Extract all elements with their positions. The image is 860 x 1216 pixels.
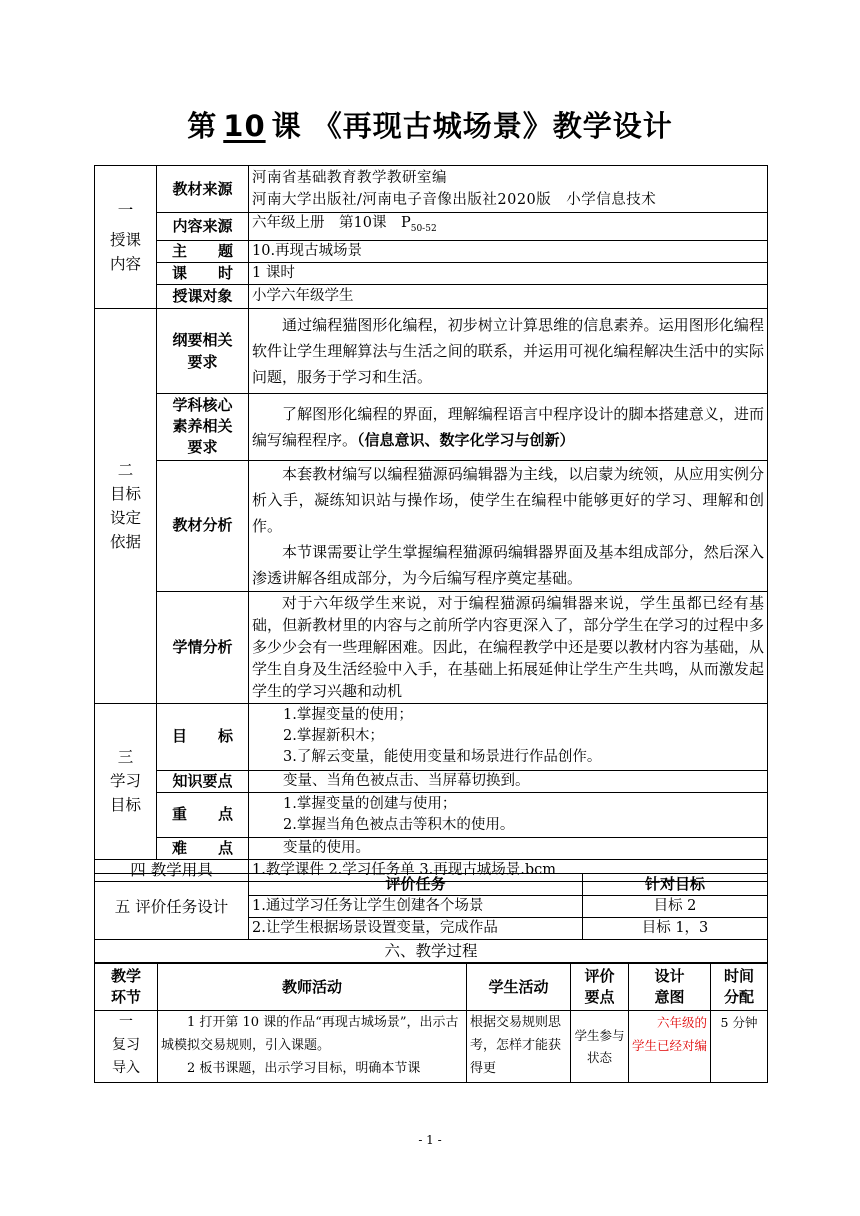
design-intent: 六年级的学生已经对编 [629, 1011, 711, 1083]
header-intent: 设计 意图 [629, 964, 711, 1011]
section2-label: 二 目标 设定 依据 [95, 308, 157, 703]
period-value: 1 课时 [249, 262, 768, 284]
header-teacher: 教师活动 [158, 964, 467, 1011]
topic-key: 主 题 [157, 240, 249, 262]
section3-label: 三 学习 目标 [95, 703, 157, 859]
evaluation-target-2: 目标 1，3 [583, 918, 768, 940]
evaluation-label: 五 评价任务设计 [95, 874, 249, 940]
header-time: 时间 分配 [711, 964, 768, 1011]
evaluation-target-1: 目标 2 [583, 896, 768, 918]
key-points-key: 重 点 [157, 792, 249, 837]
audience-key: 授课对象 [157, 284, 249, 308]
student-activity: 根据交易规则思考，怎样才能获得更 [467, 1011, 571, 1083]
topic-value: 10.再现古城场景 [249, 240, 768, 262]
evaluation-task-1: 1.通过学习任务让学生创建各个场景 [249, 896, 583, 918]
process-title: 六、教学过程 [95, 940, 768, 963]
teaching-tools-label: 四 教学用具 [95, 859, 249, 881]
source-key: 教材来源 [157, 166, 249, 213]
stage-cell: 一 复习 导入 [95, 1011, 158, 1083]
outline-key: 纲要相关 要求 [157, 308, 249, 393]
knowledge-value: 变量、当角色被点击、当屏幕切换到。 [249, 770, 768, 792]
page-title: 第 10 课 《再现古城场景》教学设计 [187, 109, 673, 143]
content-source-value: 六年级上册 第10课 $P_{50-52}$ [249, 213, 768, 241]
goal-value: 1.掌握变量的使用； 2.掌握新积木； 3.了解云变量，能使用变量和场景进行作品创作。 [249, 703, 768, 770]
key-points-value: 1.掌握变量的创建与使用； 2.掌握当角色被点击等积木的使用。 [249, 792, 768, 837]
difficulty-value: 变量的使用。 [249, 837, 768, 859]
content-source-key: 内容来源 [157, 213, 249, 241]
evaluation-table [94, 873, 768, 963]
goal-key: 目 标 [157, 703, 249, 770]
header-student: 学生活动 [467, 964, 571, 1011]
lesson-info-table [94, 165, 768, 882]
knowledge-key: 知识要点 [157, 770, 249, 792]
audience-value: 小学六年级学生 [249, 284, 768, 308]
core-literacy-key: 学科核心 素养相关 要求 [157, 393, 249, 460]
source-value: 河南省基础教育教学教研室编 河南大学出版社/河南电子音像出版社2020版 小学信息技术 [249, 166, 768, 213]
header-stage: 教学 环节 [95, 964, 158, 1011]
learner-analysis-key: 学情分析 [157, 591, 249, 703]
textbook-analysis-value: 本套教材编写以编程猫源码编辑器为主线，以启蒙为统领，从应用实例分析入手，凝练知识站与操作场，使学生在编程中能够更好的学习、理解和创作。 本节课需要让学生掌握编程猫源码编辑器界面及基本组成部分，然后深入渗透讲解各组成部分，为今后编写程序奠定基础。 [249, 460, 768, 591]
time-allocation: 5 分钟 [711, 1011, 768, 1083]
teaching-process-table [94, 963, 768, 1083]
teaching-tools-value: 1.教学课件 2.学习任务单 3.再现古城场景.bcm [249, 859, 768, 881]
teacher-activity: 1 打开第 10 课的作品“再现古城场景”，出示古城模拟交易规则，引入课题。 2 板书课题，出示学习目标，明确本节课 [158, 1011, 467, 1083]
page-number: - 1 - [418, 1133, 442, 1147]
evaluation-task-header: 评价任务 [249, 874, 583, 896]
period-key: 课 时 [157, 262, 249, 284]
outline-value: 通过编程猫图形化编程，初步树立计算思维的信息素养。运用图形化编程软件让学生理解算法与生活之间的联系，并运用可视化编程解决生活中的实际问题，服务于学习和生活。 [249, 308, 768, 393]
core-literacy-value: 了解图形化编程的界面，理解编程语言中程序设计的脚本搭建意义，进而编写编程程序。（信息意识、数字化学习与创新） [249, 393, 768, 460]
eval-point: 学生参与状态 [571, 1011, 629, 1083]
section1-label: 一 授课 内容 [95, 166, 157, 309]
learner-analysis-value: 对于六年级学生来说，对于编程猫源码编辑器来说，学生虽都已经有基础，但新教材里的内容与之前所学内容更深入了，部分学生在学习的过程中多多少少会有一些理解困难。因此，在编程教学中还是要以教材内容为基础，从学生自身及生活经验中入手，在基础上拓展延伸让学生产生共鸣，从而激发起学生的学习兴趣和动机 [249, 591, 768, 703]
difficulty-key: 难 点 [157, 837, 249, 859]
evaluation-task-2: 2.让学生根据场景设置变量，完成作品 [249, 918, 583, 940]
evaluation-target-header: 针对目标 [583, 874, 768, 896]
header-eval: 评价 要点 [571, 964, 629, 1011]
textbook-analysis-key: 教材分析 [157, 460, 249, 591]
